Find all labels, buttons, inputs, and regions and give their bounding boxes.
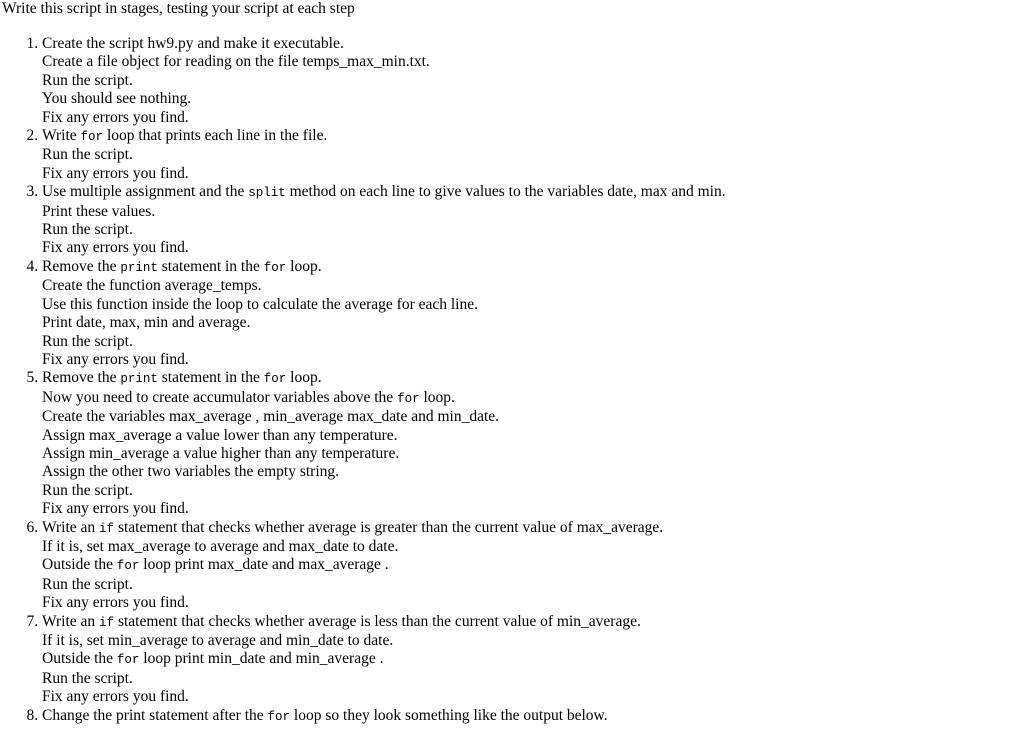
step-text: loop print max_date and max_average . (139, 556, 389, 574)
step-text: Write (42, 127, 81, 145)
step-text: Assign the other two variables the empty string. (42, 463, 340, 481)
step-line (42, 389, 1024, 408)
step-line (42, 277, 1024, 295)
step-line (42, 203, 1024, 221)
step-text: Assign max_average a value lower than any temperature. (42, 426, 398, 444)
step-text: Fix any errors you find. (42, 350, 189, 368)
step-text: Remove the (42, 257, 121, 275)
step-line (42, 53, 1024, 71)
step-text: Remove the (42, 369, 121, 387)
step-text: statement that checks whether average is greater than the current value of max_average. (114, 518, 664, 536)
step-line (42, 538, 1024, 556)
step-line (42, 258, 1024, 277)
step-text: loop. (286, 369, 322, 387)
step-item (42, 183, 1024, 258)
step-text: Create the variables max_average , min_average max_date and min_date. (42, 408, 500, 426)
step-item (42, 707, 1024, 726)
code-keyword: for (267, 709, 291, 724)
step-text: Fix any errors you find. (42, 164, 189, 182)
step-text: Outside the (42, 650, 117, 668)
step-line (42, 146, 1024, 164)
code-keyword: for (116, 653, 140, 668)
step-item (42, 613, 1024, 707)
step-item (42, 258, 1024, 369)
code-keyword: print (120, 372, 158, 387)
step-text: Run the script. (42, 481, 133, 499)
step-line (42, 632, 1024, 650)
step-line (42, 650, 1024, 669)
step-line (42, 183, 1024, 202)
step-text: Run the script. (42, 71, 133, 89)
step-text: loop. (419, 388, 455, 406)
step-line (42, 109, 1024, 127)
step-text: Outside the (42, 556, 117, 574)
step-text: Fix any errors you find. (42, 688, 189, 706)
code-keyword: for (80, 130, 104, 145)
step-text: Use this function inside the loop to calculate the average for each line. (42, 295, 478, 313)
step-line (42, 127, 1024, 146)
step-text: Fix any errors you find. (42, 594, 189, 612)
step-text: Run the script. (42, 146, 133, 164)
step-line (42, 35, 1024, 53)
step-text: If it is, set max_average to average and max_date to date. (42, 537, 399, 555)
step-line (42, 482, 1024, 500)
step-line (42, 296, 1024, 314)
step-line (42, 463, 1024, 481)
step-text: Print these values. (42, 202, 156, 220)
step-text: You should see nothing. (42, 90, 192, 108)
step-text: Create a file object for reading on the file temps_max_min.txt. (42, 53, 430, 71)
code-keyword: if (99, 615, 115, 630)
step-text: Now you need to create accumulator variables above the (42, 388, 398, 406)
step-text: loop print min_date and min_average . (139, 650, 384, 668)
step-line (42, 427, 1024, 445)
code-keyword: if (99, 521, 115, 536)
step-text: Run the script. (42, 669, 133, 687)
step-text: Run the script. (42, 575, 133, 593)
step-text: Write an (42, 518, 100, 536)
step-text: Run the script. (42, 221, 133, 239)
step-text: Change the print statement after the (42, 706, 268, 724)
step-text: statement that checks whether average is less than the current value of min_average. (114, 612, 641, 630)
step-text: If it is, set min_average to average and min_date to date. (42, 632, 394, 649)
step-text: statement in the (157, 257, 264, 275)
code-keyword: for (116, 559, 140, 574)
step-text: Assign min_average a value higher than any temperature. (42, 444, 400, 462)
step-line (42, 613, 1024, 632)
step-line (42, 556, 1024, 575)
step-text: Run the script. (42, 332, 133, 350)
step-line (42, 594, 1024, 612)
step-line (42, 519, 1024, 538)
step-text: Fix any errors you find. (42, 500, 189, 518)
step-text: Use multiple assignment and the (42, 183, 249, 201)
step-line (42, 707, 1024, 726)
step-text: Write an (42, 612, 100, 630)
step-line (42, 445, 1024, 463)
step-text: Create the script hw9.py and make it executable. (42, 35, 344, 52)
step-text: loop. (286, 257, 322, 275)
step-line (42, 165, 1024, 183)
step-item (42, 35, 1024, 127)
code-keyword: split (248, 186, 286, 201)
step-text: Print date, max, min and average. (42, 314, 251, 332)
code-keyword: print (120, 260, 158, 275)
step-text: Create the function average_temps. (42, 277, 262, 295)
step-item (42, 127, 1024, 183)
code-keyword: for (263, 260, 287, 275)
step-text: loop so they look something like the output below. (290, 706, 608, 724)
step-line (42, 369, 1024, 388)
step-text: method on each line to give values to the variables date, max and min. (285, 183, 726, 201)
step-line (42, 333, 1024, 351)
step-text: Fix any errors you find. (42, 108, 189, 126)
step-text: statement in the (157, 369, 264, 387)
step-item (42, 369, 1024, 518)
step-line (42, 688, 1024, 706)
step-line (42, 314, 1024, 332)
code-keyword: for (263, 372, 287, 387)
step-line (42, 239, 1024, 257)
code-keyword: for (397, 391, 420, 406)
step-text: loop that prints each line in the file. (103, 127, 328, 145)
step-line (42, 576, 1024, 594)
page-heading: Write this script in stages, testing your script at each step (2, 0, 355, 17)
step-text: Fix any errors you find. (42, 239, 189, 257)
steps-list (2, 35, 1024, 726)
step-line (42, 221, 1024, 239)
step-line (42, 670, 1024, 688)
step-item (42, 519, 1024, 613)
step-line (42, 408, 1024, 426)
step-line (42, 500, 1024, 518)
step-line (42, 351, 1024, 369)
step-line (42, 72, 1024, 90)
step-line (42, 90, 1024, 108)
